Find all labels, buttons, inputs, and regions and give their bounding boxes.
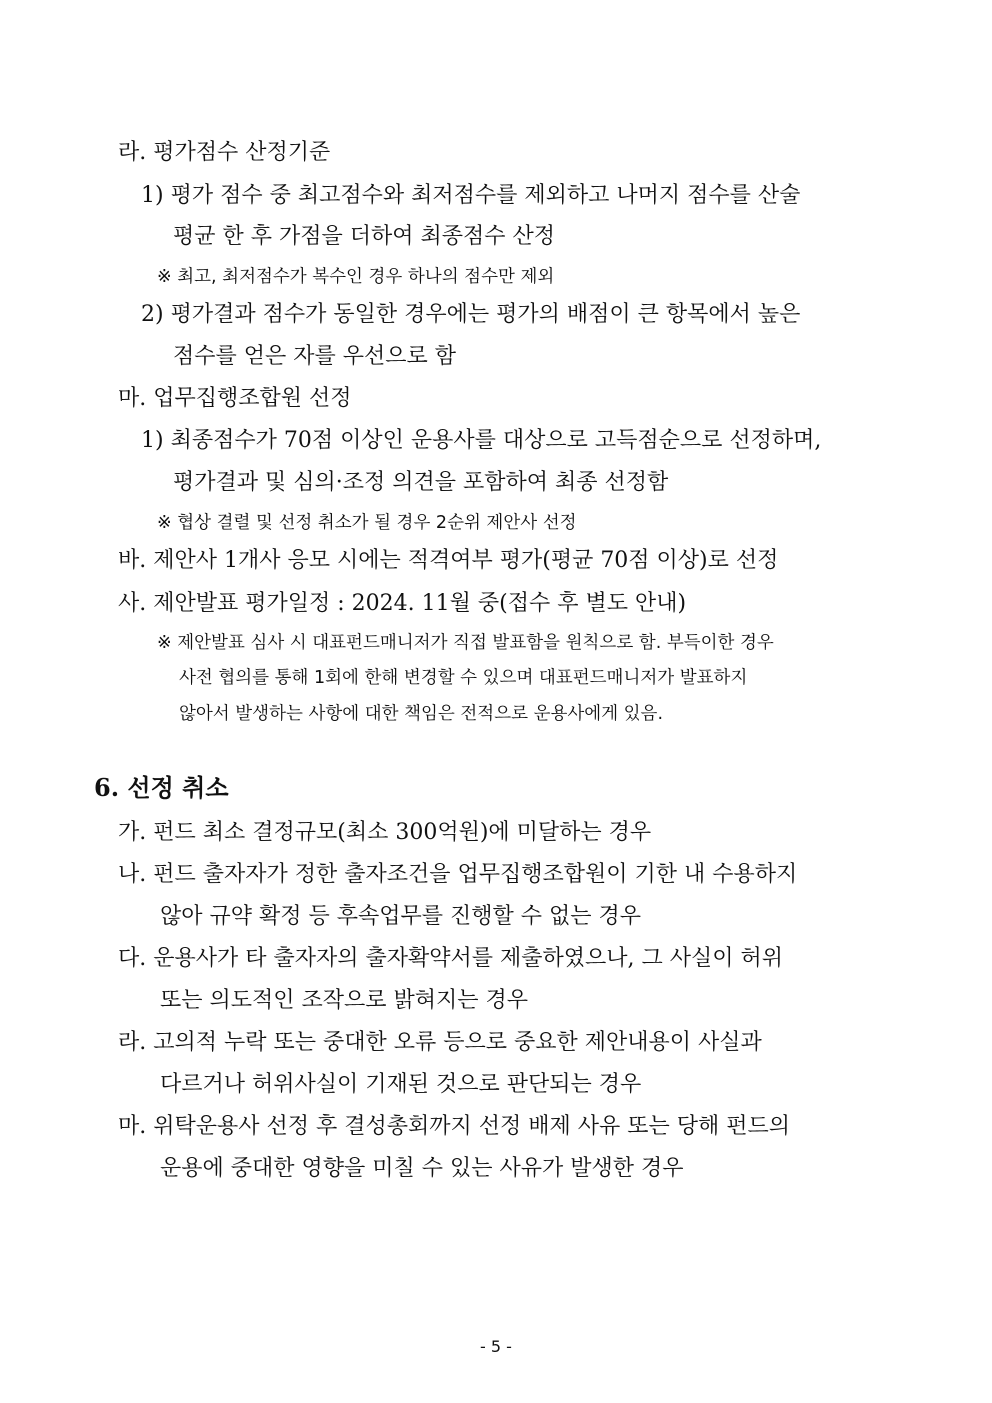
- cancel-item-da-line2: 또는 의도적인 조작으로 밝혀지는 경우: [160, 988, 529, 1013]
- item-ma-note: ※ 협상 결렬 및 선정 취소가 될 경우 2순위 제안사 선정: [157, 513, 577, 533]
- cancel-item-ma-line2: 운용에 중대한 영향을 미칠 수 있는 사유가 발생한 경우: [160, 1156, 684, 1181]
- cancel-item-ma-line1: 마. 위탁운용사 선정 후 결성총회까지 선정 배제 사유 또는 당해 펀드의: [118, 1114, 790, 1139]
- item-ra-1-line1: 1) 평가 점수 중 최고점수와 최저점수를 제외하고 나머지 점수를 산술: [141, 183, 801, 208]
- item-ma-1-line2: 평가결과 및 심의·조정 의견을 포함하여 최종 선정함: [173, 470, 669, 495]
- item-sa-note-line3: 않아서 발생하는 사항에 대한 책임은 전적으로 운용사에게 있음.: [179, 704, 664, 724]
- item-sa-title: 사. 제안발표 평가일정 : 2024. 11월 중(접수 후 별도 안내): [118, 591, 687, 616]
- section-6-heading: 6. 선정 취소: [94, 773, 229, 802]
- item-sa-note-line1: ※ 제안발표 심사 시 대표펀드매니저가 직접 발표함을 원칙으로 함. 부득이한 경우: [157, 633, 774, 653]
- item-ra-1-line2: 평균 한 후 가점을 더하여 최종점수 산정: [173, 224, 555, 249]
- item-ra-note: ※ 최고, 최저점수가 복수인 경우 하나의 점수만 제외: [157, 267, 555, 287]
- cancel-item-ga: 가. 펀드 최소 결정규모(최소 300억원)에 미달하는 경우: [118, 820, 652, 845]
- item-ma-title: 마. 업무집행조합원 선정: [118, 386, 352, 411]
- item-ra-2-line1: 2) 평가결과 점수가 동일한 경우에는 평가의 배점이 큰 항목에서 높은: [141, 302, 801, 327]
- cancel-item-na-line1: 나. 펀드 출자자가 정한 출자조건을 업무집행조합원이 기한 내 수용하지: [118, 862, 798, 887]
- cancel-item-na-line2: 않아 규약 확정 등 후속업무를 진행할 수 없는 경우: [160, 904, 641, 929]
- cancel-item-da-line1: 다. 운용사가 타 출자자의 출자확약서를 제출하였으나, 그 사실이 허위: [118, 946, 783, 971]
- item-ba-title: 바. 제안사 1개사 응모 시에는 적격여부 평가(평균 70점 이상)로 선정: [118, 548, 779, 573]
- item-sa-note-line2: 사전 협의를 통해 1회에 한해 변경할 수 있으며 대표펀드매니저가 발표하지: [179, 668, 748, 688]
- page-number: - 5 -: [480, 1337, 512, 1356]
- cancel-item-ra-line1: 라. 고의적 누락 또는 중대한 오류 등으로 중요한 제안내용이 사실과: [118, 1030, 762, 1055]
- item-ra-title: 라. 평가점수 산정기준: [118, 140, 331, 165]
- item-ra-2-line2: 점수를 얻은 자를 우선으로 함: [173, 344, 456, 369]
- cancel-item-ra-line2: 다르거나 허위사실이 기재된 것으로 판단되는 경우: [160, 1072, 642, 1097]
- item-ma-1-line1: 1) 최종점수가 70점 이상인 운용사를 대상으로 고득점순으로 선정하며,: [141, 428, 822, 453]
